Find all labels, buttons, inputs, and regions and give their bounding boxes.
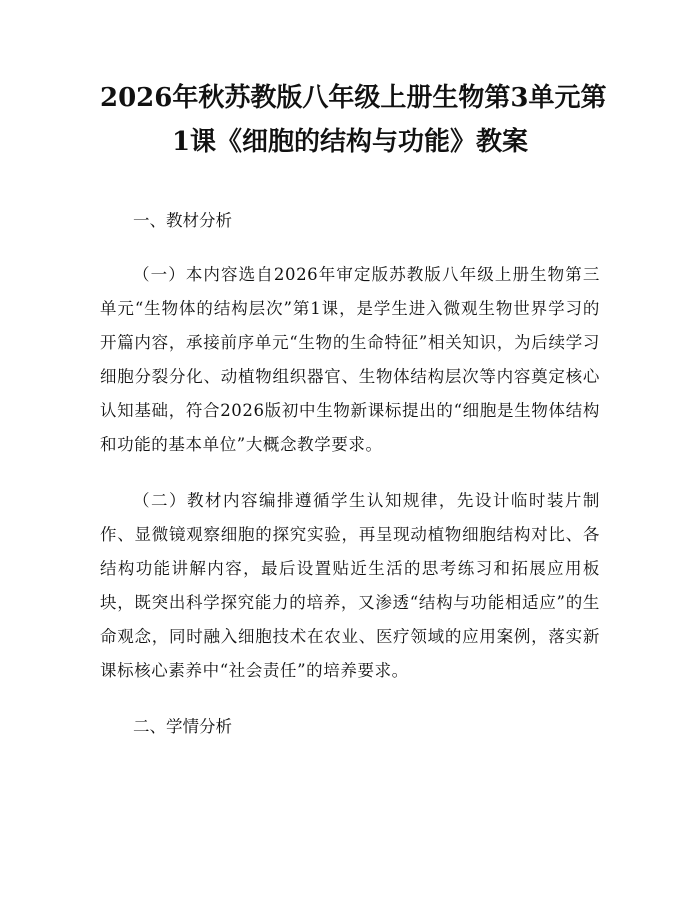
title-line-1: 2026年秋苏教版八年级上册生物第3单元第 (100, 83, 607, 113)
section-heading-textbook-analysis: 一、教材分析 (133, 211, 232, 230)
paragraph-textbook-structure: （二）教材内容编排遵循学生认知规律，先设计临时装片制作、显微镜观察细胞的探究实验，再呈现动植物细胞结构对比、各结构功能讲解内容，最后设置贴近生活的思考练习和拓展应用板块，既突出科学探究能力的培养，又渗透“结构与功能相适应”的生命观念，同时融入细胞技术在农业、医疗领域的应用案例，落实新课标核心素养中“社会责任”的培养要求。 (100, 491, 600, 680)
document-title (100, 76, 607, 164)
title-line-2: 1课《细胞的结构与功能》教案 (171, 127, 529, 157)
section-heading-student-analysis: 二、学情分析 (133, 717, 232, 736)
paragraph-textbook-source: （一）本内容选自2026年审定版苏教版八年级上册生物第三单元“生物体的结构层次”第1课，是学生进入微观生物世界学习的开篇内容，承接前序单元“生物的生命特征”相关知识，为后续学习细胞分裂分化、动植物组织器官、生物体结构层次等内容奠定核心认知基础，符合2026版初中生物新课标提出的“细胞是生物体结构和功能的基本单位”大概念教学要求。 (100, 265, 600, 454)
